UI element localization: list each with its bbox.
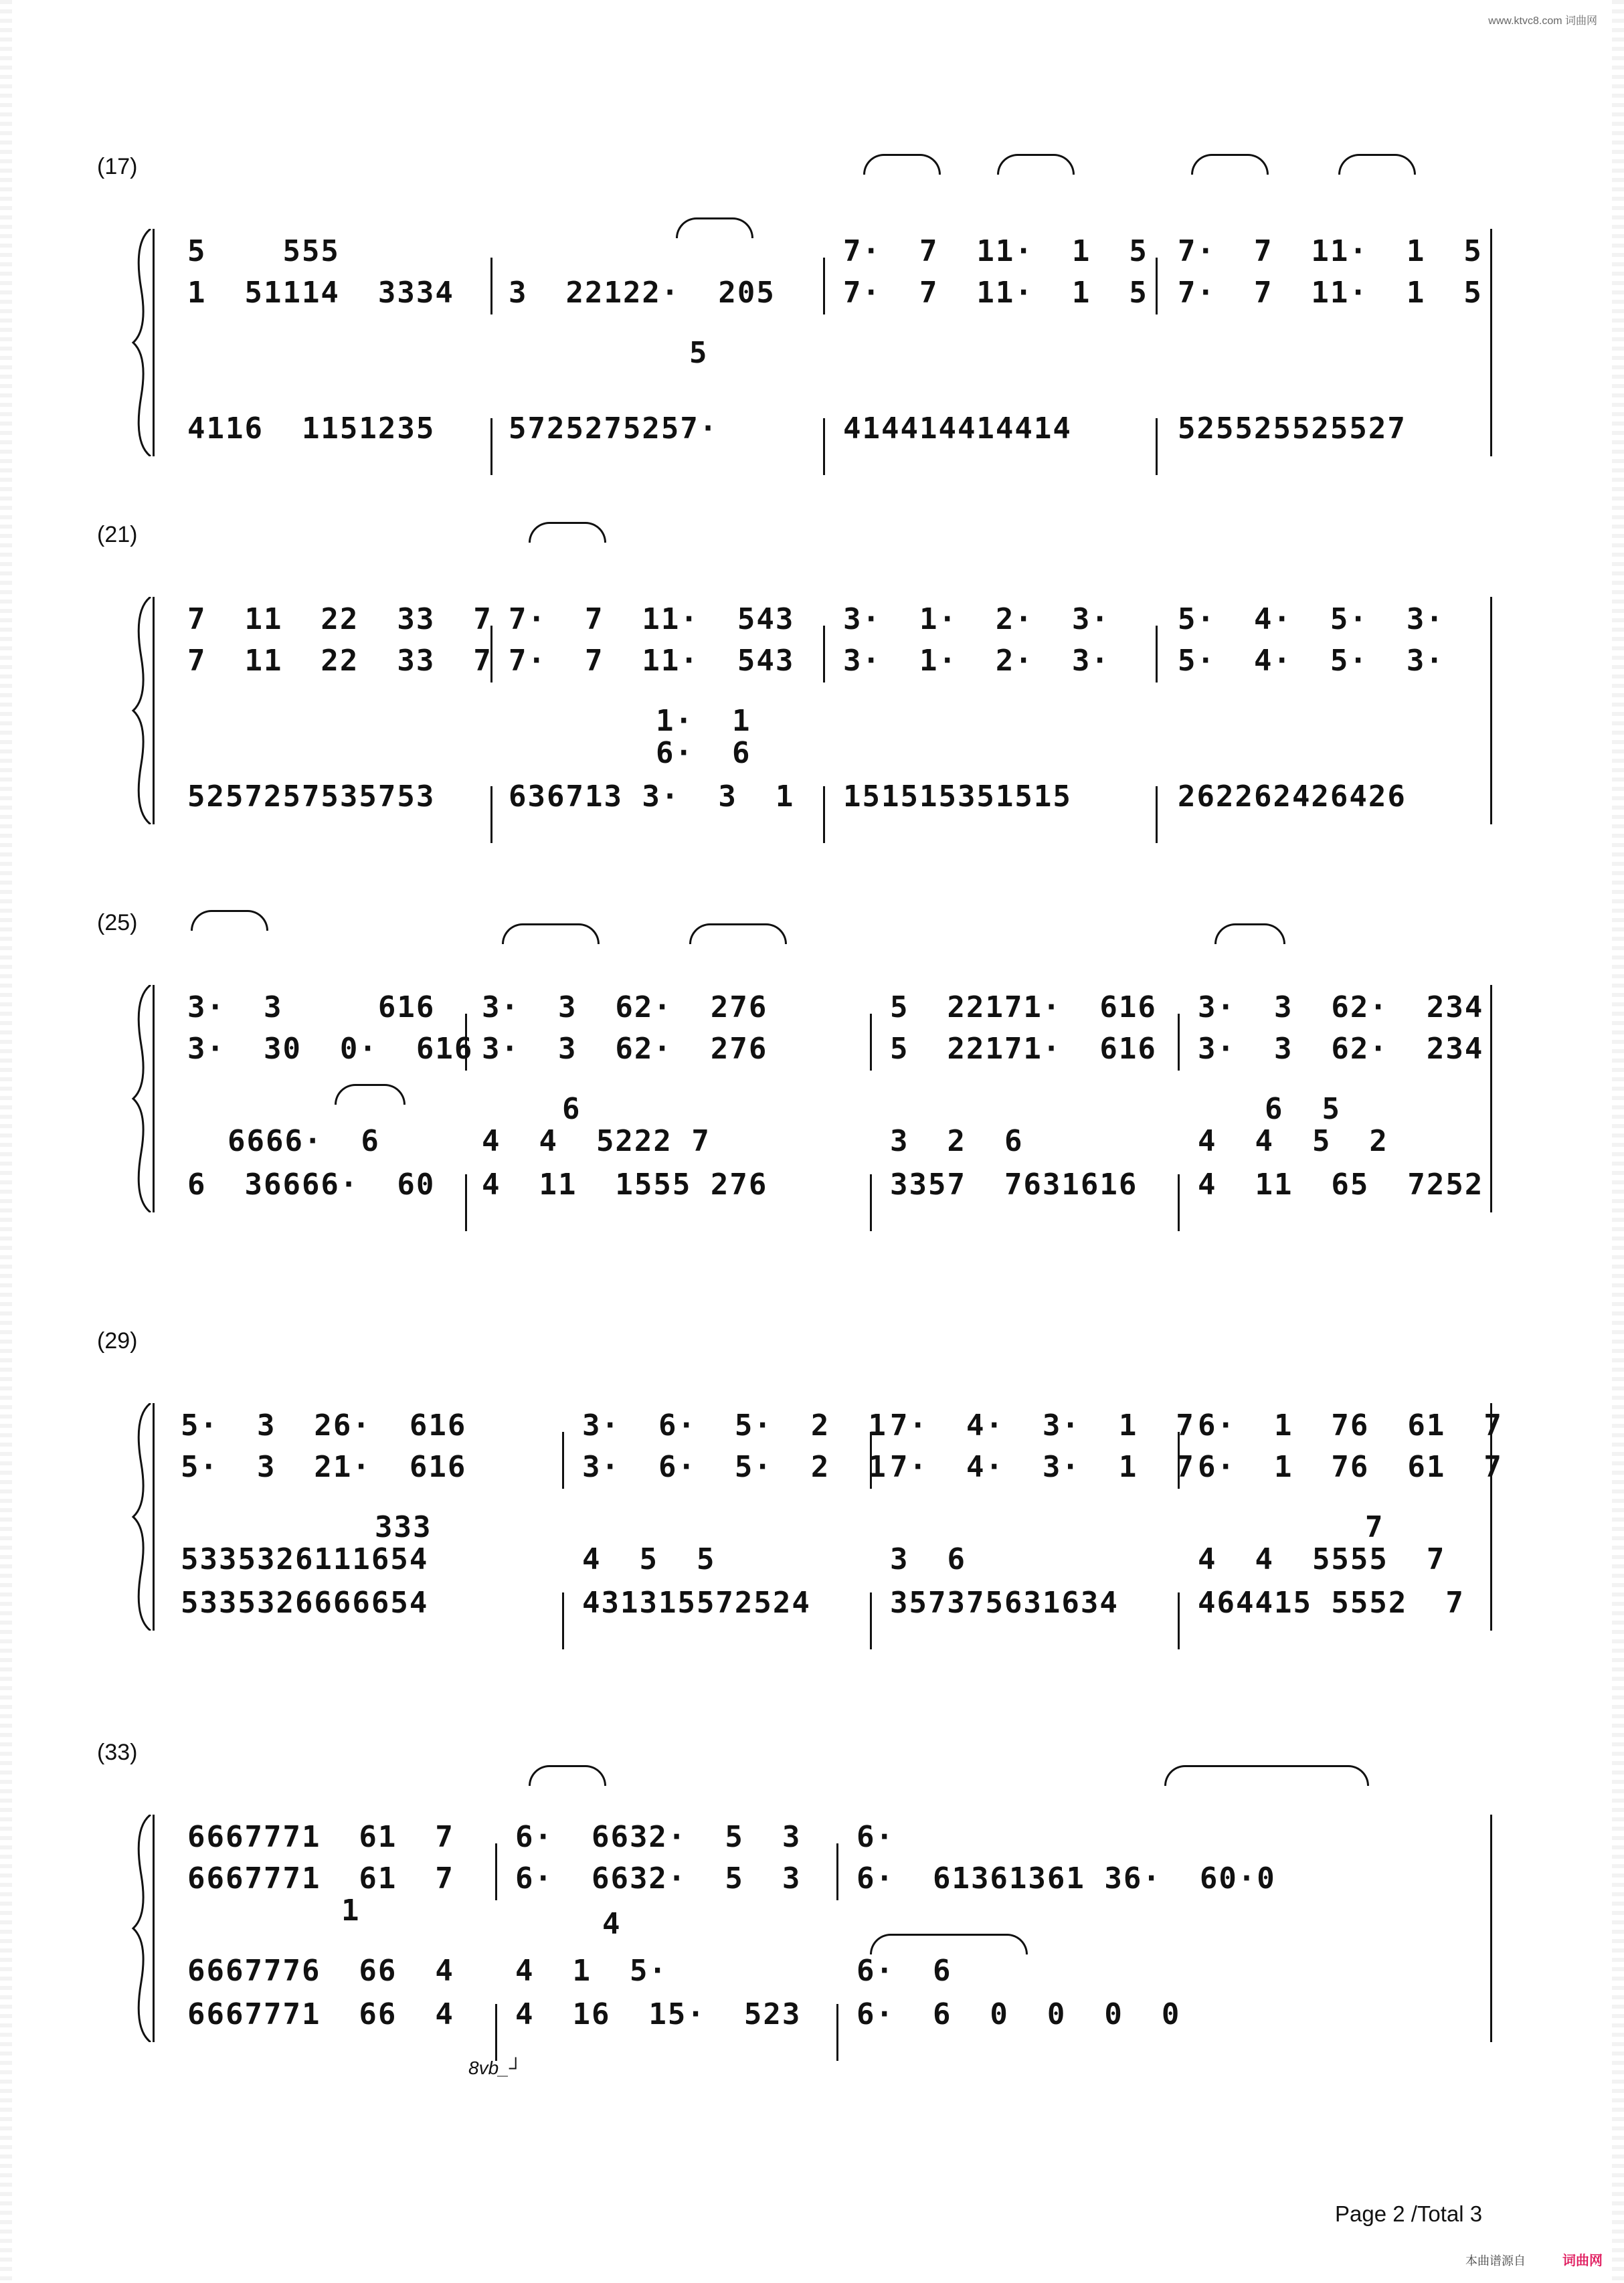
barline <box>1178 1014 1180 1071</box>
system-line <box>153 229 155 456</box>
upper-voice-1: 7· 7 11· 543 <box>509 602 795 636</box>
upper-voice-2: 3· 6· 5· 2 1 <box>582 1450 887 1484</box>
slur <box>529 1765 606 1786</box>
system-line <box>153 985 155 1212</box>
barline <box>870 1014 872 1071</box>
system-17 <box>97 154 1492 462</box>
lower-voice-2: 262262426426 <box>1178 780 1407 814</box>
upper-voice-1: 3· 3 62· 234 <box>1198 990 1484 1024</box>
system-line <box>153 1815 155 2042</box>
brace-icon <box>130 597 155 824</box>
upper-voice-1: 5 22171· 616 <box>890 990 1157 1024</box>
measure-number: (17) <box>97 154 138 179</box>
lower-voice-2: 636713 3· 3 1 <box>509 780 795 814</box>
right-margin-pattern <box>1612 0 1624 2283</box>
barline <box>562 1592 564 1649</box>
ottava-marking: 8vb_┘ <box>468 2058 523 2078</box>
upper-voice-2: 6· 6632· 5 3 <box>515 1861 802 1896</box>
upper-voice-1: 3· 3 616 <box>187 990 436 1024</box>
lower-voice-2: 4 11 65 7252 <box>1198 1168 1484 1202</box>
source-credit: 本曲谱源自 <box>1465 2254 1526 2268</box>
lower-voice-1: 4 5 5 <box>582 1542 716 1576</box>
lower-voice-1: 3 6 <box>890 1542 966 1576</box>
upper-voice-2: 6· 61361361 36· 60·0 <box>856 1861 1276 1896</box>
lower-voice-1: 5335326111654 <box>181 1542 429 1576</box>
system-21 <box>97 522 1492 830</box>
lower-voice-2: 431315572524 <box>582 1586 811 1620</box>
end-barline <box>1490 229 1492 456</box>
lower-voice-1: 3 2 6 <box>890 1124 1024 1158</box>
lower-voice-2: 5257257535753 <box>187 780 436 814</box>
upper-voice-2: 3· 3 62· 276 <box>482 1032 768 1066</box>
barline <box>495 1843 497 1900</box>
upper-voice-2: 6· 1 76 61 7 <box>1198 1450 1503 1484</box>
lower-voice-top: 7 <box>1365 1510 1384 1544</box>
upper-voice-2: 6667771 61 7 <box>187 1861 454 1896</box>
system-line <box>153 597 155 824</box>
barline <box>1156 258 1158 314</box>
barline <box>1156 418 1158 475</box>
upper-voice-1: 7· 7 11· 1 5 <box>843 234 1148 268</box>
upper-voice-2: 5 22171· 616 <box>890 1032 1157 1066</box>
slur <box>863 154 941 175</box>
lower-voice-2: 6· 6 0 0 0 0 <box>856 1997 1181 2031</box>
barline <box>465 1174 467 1231</box>
upper-voice-2: 3· 3 62· 234 <box>1198 1032 1484 1066</box>
slur <box>502 923 600 944</box>
lower-voice-1: 4 4 5222 7 <box>482 1124 711 1158</box>
lower-voice-1: 6· 6 <box>856 1954 952 1988</box>
upper-voice-1: 6· <box>856 1820 895 1854</box>
lower-voice-2: 4 11 1555 276 <box>482 1168 768 1202</box>
upper-voice-2: 1 51114 3334 <box>187 276 454 310</box>
lower-voice-top: 333 <box>375 1510 432 1544</box>
lower-voice-2: 414414414414 <box>843 412 1072 446</box>
left-margin-pattern <box>0 0 12 2283</box>
upper-voice-1: 5· 3 26· 616 <box>181 1408 467 1443</box>
brace-icon <box>130 1403 155 1631</box>
lower-voice-2: 4 16 15· 523 <box>515 1997 802 2031</box>
slur <box>676 217 753 238</box>
upper-voice-2: 7· 4· 3· 1 7 <box>890 1450 1195 1484</box>
upper-voice-1: 5 555 <box>187 234 340 268</box>
lower-voice-2: 3357 7631616 <box>890 1168 1138 1202</box>
lower-voice-2: 357375631634 <box>890 1586 1119 1620</box>
barline <box>490 786 492 843</box>
end-barline <box>1490 597 1492 824</box>
upper-voice-2: 5· 3 21· 616 <box>181 1450 467 1484</box>
barline <box>823 786 825 843</box>
brace-icon <box>130 229 155 456</box>
lower-voice-2: 525525525527 <box>1178 412 1407 446</box>
barline <box>490 258 492 314</box>
site-header: www.ktvc8.com 词曲网 <box>1488 15 1597 27</box>
slur <box>997 154 1075 175</box>
upper-voice-1: 5· 4· 5· 3· <box>1178 602 1445 636</box>
barline <box>836 2004 838 2061</box>
slur <box>870 1934 1028 1954</box>
upper-voice-1: 3· 6· 5· 2 1 <box>582 1408 887 1443</box>
system-33 <box>97 1740 1492 2078</box>
lower-voice-top: 6 <box>562 1092 581 1126</box>
upper-voice-1: 6· 6632· 5 3 <box>515 1820 802 1854</box>
lower-voice-1: 6666· 6 <box>228 1124 380 1158</box>
barline <box>495 2004 497 2061</box>
barline <box>1178 1592 1180 1649</box>
barline <box>490 418 492 475</box>
slur <box>335 1084 405 1105</box>
measure-number: (33) <box>97 1740 138 1765</box>
lower-voice-2: 5335326666654 <box>181 1586 429 1620</box>
slur <box>1164 1765 1369 1786</box>
lower-voice-1: 4 4 5 2 <box>1198 1124 1388 1158</box>
measure-number: (25) <box>97 910 138 935</box>
barline <box>562 1432 564 1489</box>
upper-voice-1: 6667771 61 7 <box>187 1820 454 1854</box>
barline <box>823 258 825 314</box>
barline <box>836 1843 838 1900</box>
barline <box>870 1174 872 1231</box>
system-29 <box>97 1328 1503 1636</box>
lower-voice-1: 6667776 66 4 <box>187 1954 454 1988</box>
lower-voice-2: 151515351515 <box>843 780 1072 814</box>
upper-voice-2: 3· 30 0· 616 <box>187 1032 474 1066</box>
lower-voice-top: 6 5 <box>1265 1092 1341 1126</box>
upper-voice-1: 7 11 22 33 7 <box>187 602 492 636</box>
measure-number: (29) <box>97 1328 138 1354</box>
upper-voice-1: 7· 4· 3· 1 7 <box>890 1408 1195 1443</box>
barline <box>823 626 825 682</box>
site-logo: 词曲网 <box>1562 2254 1603 2268</box>
lower-voice-1: 6· 6 <box>656 736 751 770</box>
system-line <box>153 1403 155 1631</box>
lower-voice-top: 1· 1 <box>656 704 751 738</box>
page-indicator: Page 2 /Total 3 <box>1335 2201 1483 2226</box>
lower-voice-2: 464415 5552 7 <box>1198 1586 1465 1620</box>
brace-icon <box>130 1815 155 2042</box>
end-barline <box>1490 985 1492 1212</box>
lower-voice-2: 5725275257· <box>509 412 719 446</box>
barline <box>1156 786 1158 843</box>
barline <box>823 418 825 475</box>
end-barline <box>1490 1815 1492 2042</box>
barline <box>870 1592 872 1649</box>
brace-icon <box>130 985 155 1212</box>
lower-voice-2: 4116 1151235 <box>187 412 436 446</box>
system-25 <box>97 910 1492 1218</box>
lower-voice-top: 5 <box>689 336 709 370</box>
upper-voice-2: 3 22122· 205 <box>509 276 776 310</box>
upper-voice-2: 7· 7 11· 1 5 <box>843 276 1148 310</box>
slur <box>1338 154 1416 175</box>
barline <box>1156 626 1158 682</box>
lower-voice-top: 1 <box>341 1894 361 1928</box>
lower-voice-1: 4 4 5555 7 <box>1198 1542 1446 1576</box>
barline <box>1178 1174 1180 1231</box>
measure-number: (21) <box>97 522 138 547</box>
slur <box>191 910 268 931</box>
upper-voice-1: 3· 1· 2· 3· <box>843 602 1110 636</box>
lower-voice-2: 6 36666· 60 <box>187 1168 436 1202</box>
upper-voice-1: 6· 1 76 61 7 <box>1198 1408 1503 1443</box>
slur <box>1191 154 1269 175</box>
slur <box>689 923 787 944</box>
lower-voice-1: 4 1 5· <box>515 1954 668 1988</box>
upper-voice-2: 7· 7 11· 1 5 <box>1178 276 1483 310</box>
upper-voice-1: 7· 7 11· 1 5 <box>1178 234 1483 268</box>
slur <box>1214 923 1285 944</box>
lower-voice-2: 6667771 66 4 <box>187 1997 454 2031</box>
upper-voice-2: 5· 4· 5· 3· <box>1178 644 1445 678</box>
upper-voice-2: 7 11 22 33 7 <box>187 644 492 678</box>
upper-voice-1: 3· 3 62· 276 <box>482 990 768 1024</box>
upper-voice-2: 3· 1· 2· 3· <box>843 644 1110 678</box>
lower-voice-top: 4 <box>602 1907 622 1941</box>
slur <box>529 522 606 543</box>
upper-voice-2: 7· 7 11· 543 <box>509 644 795 678</box>
